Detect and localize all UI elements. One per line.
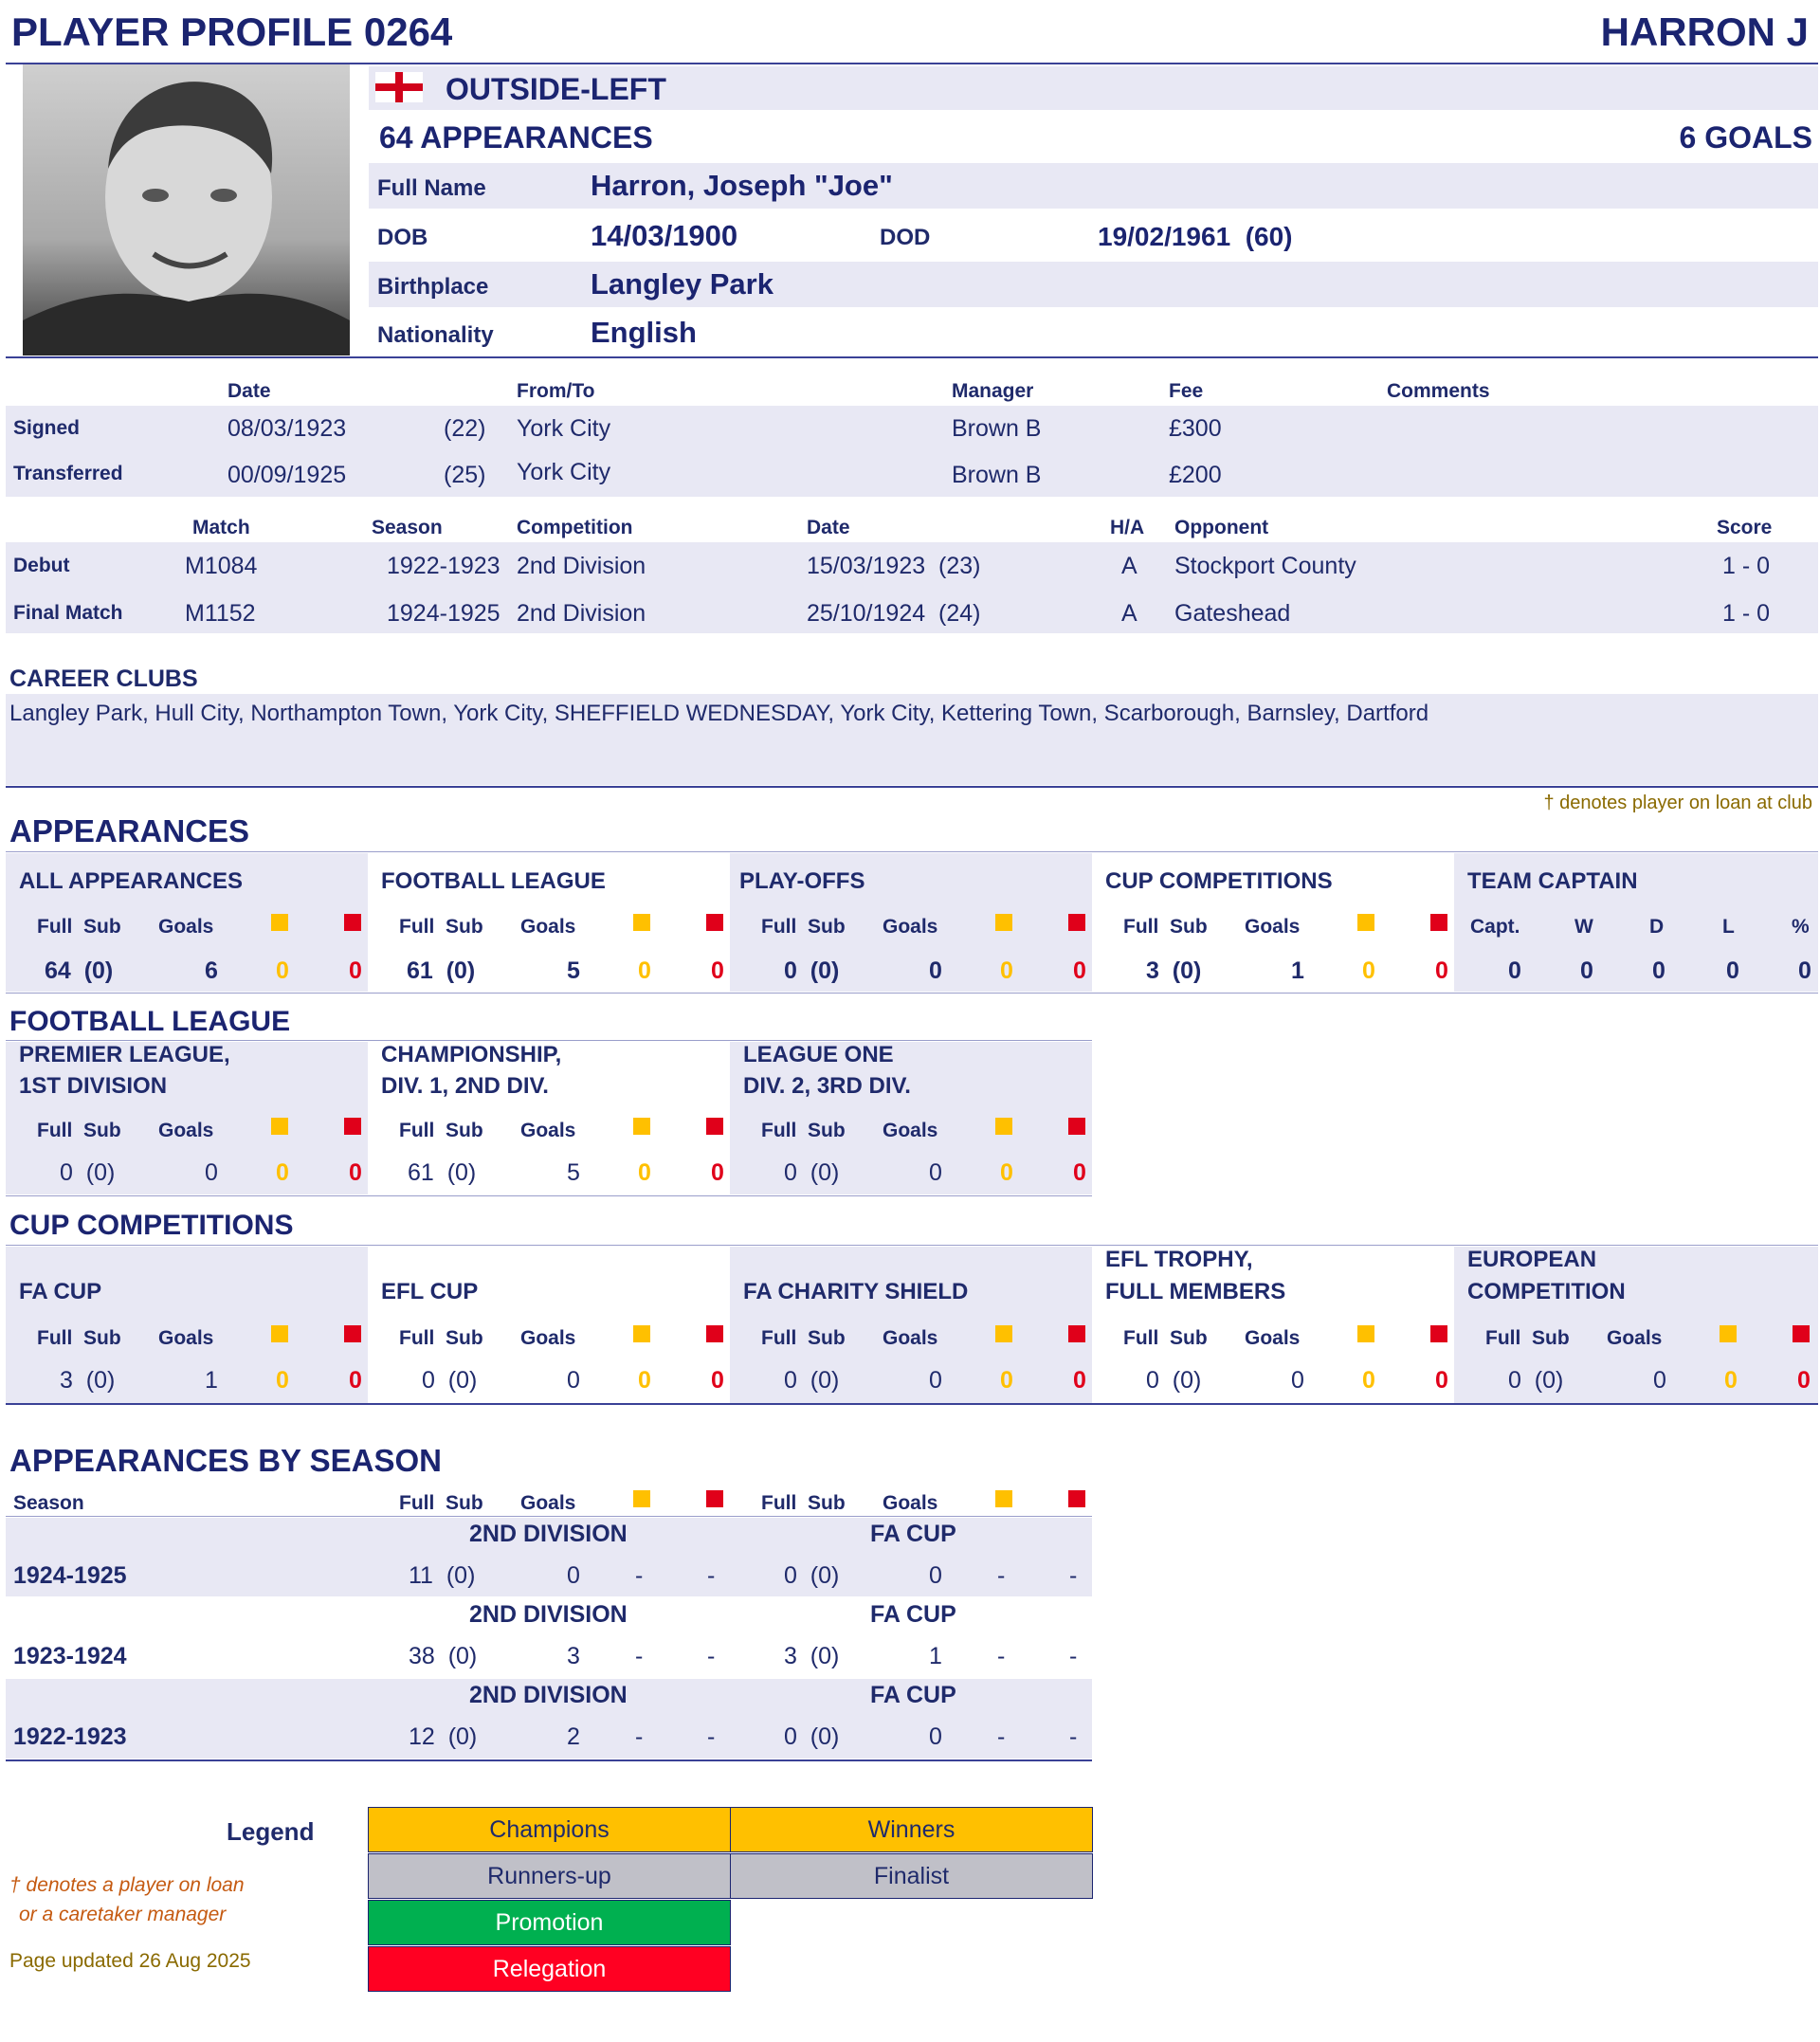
legend-promotion: Promotion <box>368 1900 731 1945</box>
dob: 14/03/1900 <box>591 219 738 252</box>
legend-winners: Winners <box>730 1807 1093 1852</box>
page-updated: Page updated 26 Aug 2025 <box>9 1950 251 1972</box>
transfer-fromto-header: From/To <box>517 380 595 402</box>
red-card-icon <box>344 1118 361 1135</box>
appearances-title: APPEARANCES <box>9 813 250 848</box>
red-card-icon <box>1068 1325 1085 1342</box>
player-silhouette-icon <box>23 64 350 356</box>
caretaker-legend-note: or a caretaker manager <box>19 1904 227 1925</box>
dob-label: DOB <box>377 225 428 250</box>
birthplace: Langley Park <box>591 267 774 301</box>
yellow-card-icon <box>633 914 650 931</box>
legend-relegation: Relegation <box>368 1946 731 1992</box>
league-block-championship: CHAMPIONSHIP, DIV. 1, 2ND DIV. Full Sub Goals 61 (0) 5 0 0 <box>368 1042 730 1194</box>
red-card-icon <box>706 914 723 931</box>
position: OUTSIDE-LEFT <box>446 72 666 106</box>
cup-competitions-title: CUP COMPETITIONS <box>9 1210 294 1241</box>
yellow-card-icon <box>271 1325 288 1342</box>
red-card-icon <box>706 1118 723 1135</box>
goals-total: 6 GOALS <box>1679 120 1812 155</box>
date-header: Date <box>807 517 850 538</box>
nationality-label: Nationality <box>377 322 494 348</box>
appearance-block-play-offs: PLAY-OFFS Full Sub Goals 0 (0) 0 0 0 <box>739 868 1086 984</box>
red-card-icon <box>1430 914 1447 931</box>
player-short-name: HARRON J <box>1600 9 1809 54</box>
yellow-card-icon <box>633 1118 650 1135</box>
career-clubs-list: Langley Park, Hull City, Northampton Town, York City, SHEFFIELD WEDNESDAY, York City, Kettering Town, Scarborough, Barnsley, Dartford <box>9 701 1429 726</box>
appearance-block-all: ALL APPEARANCES Full Sub Goals 64 (0) 6 0 0 <box>19 868 362 984</box>
cup-block-efl-cup: EFL CUP Full Sub Goals 0 (0) 0 0 0 <box>368 1247 730 1403</box>
transfer-fee-header: Fee <box>1169 380 1204 402</box>
dod-label: DOD <box>880 225 931 250</box>
yellow-card-icon <box>1357 914 1374 931</box>
league-block-league-one: LEAGUE ONE DIV. 2, 3RD DIV. Full Sub Goals 0 (0) 0 0 0 <box>743 1042 1086 1186</box>
score-header: Score <box>1717 517 1773 538</box>
yellow-card-icon <box>271 1118 288 1135</box>
red-card-icon <box>706 1325 723 1342</box>
competition-header: Competition <box>517 517 633 538</box>
birthplace-label: Birthplace <box>377 274 489 300</box>
yellow-card-icon <box>995 914 1012 931</box>
cup-block-fa-cup: FA CUP Full Sub Goals 3 (0) 1 0 0 <box>19 1279 362 1394</box>
red-card-icon <box>1068 914 1085 931</box>
full-name-label: Full Name <box>377 175 486 201</box>
transfer-comments-header: Comments <box>1387 380 1490 402</box>
red-card-icon <box>1430 1325 1447 1342</box>
legend-runners-up: Runners-up <box>368 1853 731 1899</box>
red-card-icon <box>1793 1325 1810 1342</box>
cup-block-efl-trophy: EFL TROPHY, FULL MEMBERS Full Sub Goals 0 (0) 0 0 0 <box>1092 1247 1454 1403</box>
transfer-manager-header: Manager <box>952 380 1034 402</box>
yellow-card-icon <box>1357 1325 1374 1342</box>
appearances-total: 64 APPEARANCES <box>379 120 653 155</box>
yellow-card-icon <box>995 1490 1012 1507</box>
legend-finalist: Finalist <box>730 1853 1093 1899</box>
profile-rule <box>6 356 1818 358</box>
england-flag-icon <box>375 72 423 102</box>
career-rule <box>6 786 1818 788</box>
yellow-card-icon <box>633 1490 650 1507</box>
yellow-card-icon <box>633 1325 650 1342</box>
loan-note: † denotes player on loan at club <box>1543 793 1812 813</box>
career-clubs-title: CAREER CLUBS <box>9 665 198 692</box>
red-card-icon <box>344 914 361 931</box>
page-title: PLAYER PROFILE 0264 <box>11 9 453 54</box>
yellow-card-icon <box>995 1118 1012 1135</box>
ha-header: H/A <box>1110 517 1145 538</box>
cup-block-charity-shield: FA CHARITY SHIELD Full Sub Goals 0 (0) 0 0 0 <box>743 1279 1086 1394</box>
transfer-date-header: Date <box>228 380 271 402</box>
by-season-title: APPEARANCES BY SEASON <box>9 1443 442 1478</box>
football-league-title: FOOTBALL LEAGUE <box>9 1006 291 1037</box>
yellow-card-icon <box>995 1325 1012 1342</box>
appearance-block-football-league: FOOTBALL LEAGUE Full Sub Goals 61 (0) 5 0 0 <box>368 853 730 992</box>
yellow-card-icon <box>1720 1325 1737 1342</box>
yellow-card-icon <box>271 914 288 931</box>
dod: 19/02/1961 (60) <box>1098 222 1293 251</box>
red-card-icon <box>706 1490 723 1507</box>
nationality: English <box>591 316 697 349</box>
appearance-block-cup-competitions: CUP COMPETITIONS Full Sub Goals 3 (0) 1 0 0 <box>1092 853 1454 992</box>
player-photo <box>23 64 350 356</box>
league-block-premier: PREMIER LEAGUE, 1ST DIVISION Full Sub Goals 0 (0) 0 0 0 <box>19 1042 362 1186</box>
full-name: Harron, Joseph "Joe" <box>591 169 893 202</box>
season-col-header: Season <box>13 1492 84 1514</box>
loan-legend-note: † denotes a player on loan <box>9 1874 245 1896</box>
cup-block-european: EUROPEAN COMPETITION Full Sub Goals 0 (0) 0 0 0 <box>1467 1247 1811 1394</box>
red-card-icon <box>344 1325 361 1342</box>
legend-champions: Champions <box>368 1807 731 1852</box>
red-card-icon <box>1068 1490 1085 1507</box>
season-header: Season <box>372 517 443 538</box>
legend-title: Legend <box>227 1817 315 1846</box>
opponent-header: Opponent <box>1174 517 1269 538</box>
match-header: Match <box>192 517 250 538</box>
team-captain-block: TEAM CAPTAIN Capt. W D L % 0 0 0 0 0 <box>1467 868 1811 984</box>
red-card-icon <box>1068 1118 1085 1135</box>
